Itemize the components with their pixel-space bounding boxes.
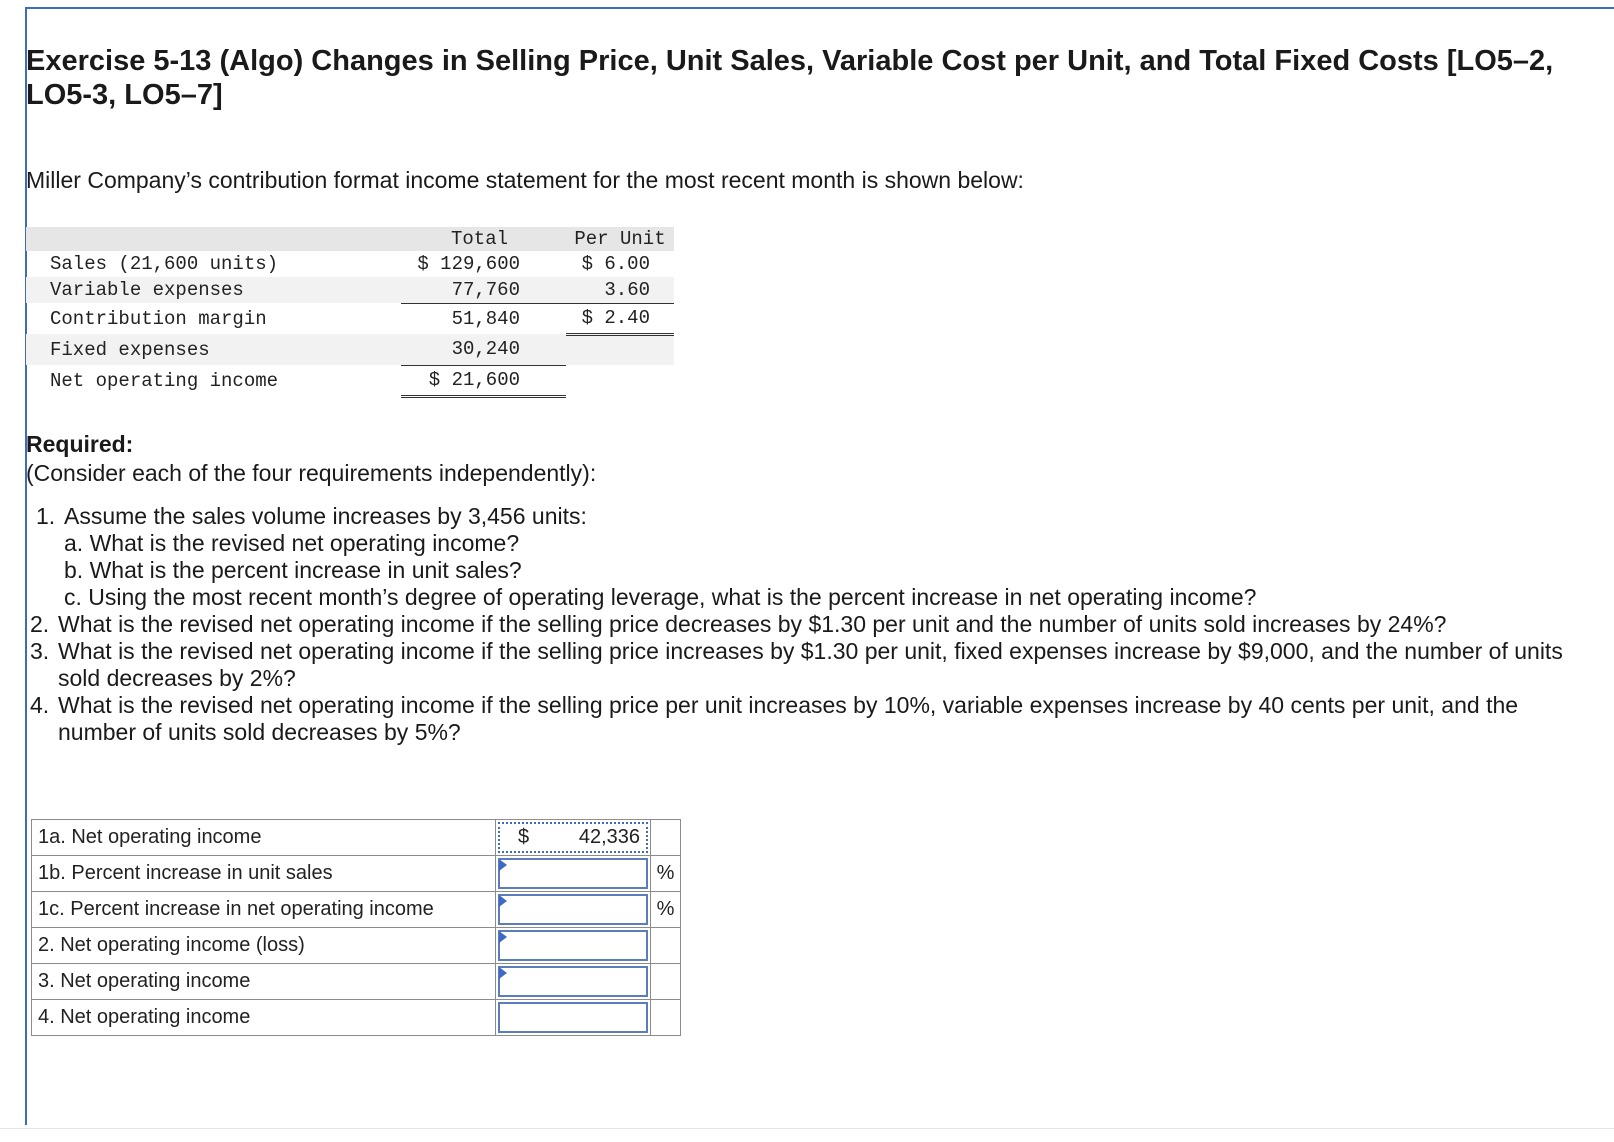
- variable-expenses-row: [26, 277, 674, 303]
- percent-suffix: %: [651, 856, 681, 892]
- requirement-1b: b. What is the percent increase in unit sales?: [64, 557, 522, 583]
- net-operating-income-row: [26, 365, 674, 396]
- row-label: Contribution margin: [50, 307, 267, 330]
- requirement-text: What is the revised net operating income if the selling price per unit increases by 10%, variable expenses increase by 40 cents per unit, and the number of units sold decreases by 5%?: [58, 692, 1519, 745]
- answer-input-1a[interactable]: [498, 822, 648, 853]
- answer-suffix: [651, 964, 681, 1000]
- requirement-2: [30, 611, 1590, 638]
- answer-label: 3. Net operating income: [32, 964, 496, 1000]
- row-label: Sales (21,600 units): [50, 253, 279, 275]
- answer-value: 42,336: [578, 826, 640, 848]
- requirement-4: [30, 692, 1590, 746]
- intro-text: Miller Company’s contribution format income statement for the most recent month is shown below:: [26, 167, 1024, 193]
- row-label: Net operating income: [50, 369, 279, 392]
- row-per-unit: [566, 334, 674, 365]
- required-heading: Required:: [26, 431, 134, 457]
- answer-row-1a: [32, 820, 681, 856]
- row-total: $ 129,600: [417, 253, 520, 275]
- requirement-number: 1.: [36, 503, 56, 529]
- header-per-unit: Per Unit: [566, 227, 674, 251]
- fixed-expenses-row: [26, 334, 674, 365]
- answer-input-4[interactable]: [498, 1002, 648, 1033]
- requirement-1: [30, 503, 1590, 530]
- row-total: 51,840: [451, 307, 520, 330]
- exercise-title: Exercise 5-13 (Algo) Changes in Selling Price, Unit Sales, Variable Cost per Unit, and Total Fixed Costs [LO5–2, LO5-3, LO5–7]: [26, 45, 1554, 111]
- row-label: Variable expenses: [26, 277, 401, 303]
- row-label: Fixed expenses: [26, 334, 401, 365]
- answer-label: 2. Net operating income (loss): [32, 928, 496, 964]
- row-total: $ 21,600: [401, 365, 558, 396]
- answer-input-3[interactable]: [498, 966, 648, 997]
- answer-label: 1c. Percent increase in net operating income: [32, 892, 496, 928]
- row-per-unit: $ 2.40: [566, 303, 674, 334]
- top-border-rule: [25, 7, 1614, 9]
- bottom-divider: [0, 1128, 1614, 1129]
- answer-row-2: [32, 928, 681, 964]
- row-per-unit: 3.60: [566, 277, 674, 303]
- requirement-1a: a. What is the revised net operating income?: [64, 530, 520, 556]
- requirement-3: [30, 638, 1590, 692]
- requirement-number: 3.: [30, 638, 50, 664]
- flag-marker-icon: [499, 895, 507, 907]
- answer-row-3: [32, 964, 681, 1000]
- answer-label: 4. Net operating income: [32, 1000, 496, 1036]
- currency-prefix: $: [518, 826, 530, 848]
- consider-text: (Consider each of the four requirements independently):: [26, 460, 597, 486]
- requirement-number: 2.: [30, 611, 50, 637]
- answer-suffix: [651, 928, 681, 964]
- sales-row: [26, 251, 674, 277]
- requirements-list: [30, 503, 1590, 746]
- flag-marker-icon: [499, 967, 507, 979]
- answer-label: 1b. Percent increase in unit sales: [32, 856, 496, 892]
- answer-row-1c: [32, 892, 681, 928]
- flag-marker-icon: [499, 859, 507, 871]
- answer-input-1c[interactable]: [498, 894, 648, 925]
- answer-row-1b: [32, 856, 681, 892]
- header-total: Total: [401, 227, 558, 251]
- requirement-1c: c. Using the most recent month’s degree of operating leverage, what is the percent increase in net operating income?: [64, 584, 1257, 610]
- answer-label: 1a. Net operating income: [32, 820, 496, 856]
- income-statement-header-row: [26, 227, 674, 251]
- requirement-text: Assume the sales volume increases by 3,456 units:: [64, 503, 587, 529]
- answer-suffix: [651, 1000, 681, 1036]
- row-per-unit: $ 6.00: [581, 253, 650, 275]
- flag-marker-icon: [499, 931, 507, 943]
- answer-input-1b[interactable]: [498, 858, 648, 889]
- requirement-number: 4.: [30, 692, 50, 718]
- contribution-margin-row: [26, 303, 674, 334]
- answer-table: [31, 819, 681, 1036]
- requirement-text: What is the revised net operating income if the selling price decreases by $1.30 per unit and the number of units sold increases by 24%?: [58, 611, 1447, 637]
- row-total: 77,760: [401, 277, 558, 303]
- answer-suffix: [651, 820, 681, 856]
- income-statement-table: [26, 227, 674, 398]
- row-per-unit: [566, 365, 674, 396]
- row-total: 30,240: [401, 334, 558, 365]
- percent-suffix: %: [651, 892, 681, 928]
- answer-input-2[interactable]: [498, 930, 648, 961]
- requirement-text: What is the revised net operating income if the selling price increases by $1.30 per unit, fixed expenses increase by $9,000, and the number of units sold decreases by 2%?: [58, 638, 1563, 691]
- answer-row-4: [32, 1000, 681, 1036]
